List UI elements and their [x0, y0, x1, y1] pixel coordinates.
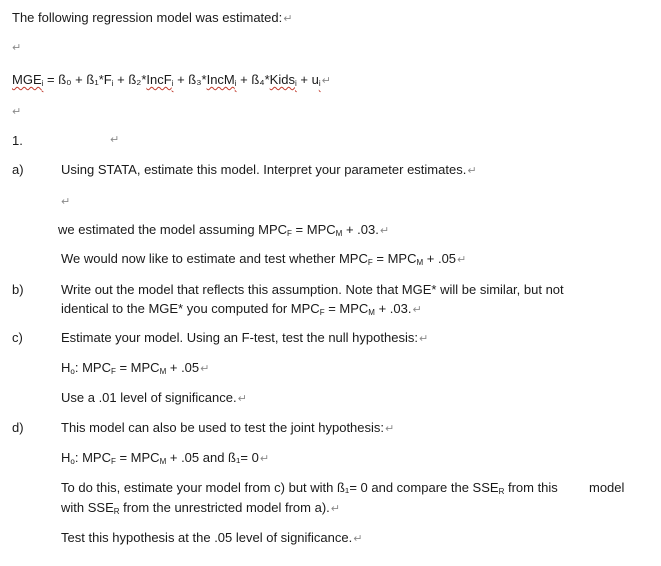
paragraph-mark-icon: ↵: [200, 363, 210, 375]
part-a-sentence: Using STATA, estimate this model. Interpret your parameter estimates.: [61, 162, 467, 177]
c-h0-sub-m: M: [159, 367, 167, 376]
intro-text: The following regression model was estimated:: [12, 10, 283, 25]
b2-sub-f: F: [319, 308, 325, 317]
eq-lhs-sub: i: [41, 79, 44, 88]
note2-sub-m: M: [416, 258, 424, 267]
b2-post: + .03.: [374, 301, 412, 316]
part-d-procedure-1: [61, 480, 558, 496]
part-a-label: a): [12, 162, 24, 177]
part-d-label: d): [12, 420, 24, 435]
paragraph-mark-icon: ↵: [379, 225, 390, 237]
d-do1-post: from this: [504, 480, 558, 495]
part-c-significance: [61, 390, 247, 407]
paragraph-mark-icon: ↵: [385, 423, 395, 435]
b2-pre: identical to the MGE* you computed for MPC: [61, 301, 320, 316]
eq-plus3: + ß₃*: [177, 72, 207, 87]
b2-mid: = MPC: [324, 301, 369, 316]
empty-paragraph-mark-icon: ↵: [12, 106, 22, 118]
empty-paragraph-mark-icon: ↵: [110, 134, 120, 146]
eq-kids-sub: i: [294, 79, 297, 88]
part-d-test: [61, 530, 362, 547]
eq-plus4: + ß₄*: [240, 72, 270, 87]
intro-line: [12, 10, 292, 27]
eq-kids: Kids: [269, 72, 295, 87]
d-h0-pre: H: [61, 450, 71, 465]
eq-plus2: + ß₂*: [117, 72, 147, 87]
eq-incf-sub: i: [171, 79, 174, 88]
part-d-sentence: This model can also be used to test the joint hypothesis:: [61, 420, 385, 435]
eq-incf: IncF: [146, 72, 172, 87]
part-c-text: [61, 330, 428, 347]
eq-incm: IncM: [206, 72, 235, 87]
note-line-1: [58, 222, 389, 239]
c-h0-pre: H: [61, 360, 71, 375]
d-do2-pre: with SSE: [61, 500, 114, 515]
d-h0-a: : MPC: [74, 450, 111, 465]
part-b-line-1: Write out the model that reflects this assumption. Note that MGE* will be similar, but not: [61, 282, 564, 297]
eq-rest: = ß₀ + ß₁*F: [47, 72, 112, 87]
d-do2-post: from the unrestricted model from a).: [119, 500, 330, 515]
part-c-sentence: Estimate your model. Using an F-test, test the null hypothesis:: [61, 330, 418, 345]
item-number: 1.: [12, 133, 23, 148]
paragraph-mark-icon: ↵: [418, 333, 429, 345]
b2-sub-m: M: [368, 308, 375, 317]
paragraph-mark-icon: ↵: [330, 503, 340, 515]
c-h0-sub: o: [70, 367, 75, 376]
c-h0-b: = MPC: [115, 360, 160, 375]
note1-post: + .03.: [342, 222, 379, 237]
paragraph-mark-icon: ↵: [412, 304, 422, 316]
d-h0-sub: o: [70, 457, 75, 466]
eq-lhs: MGE: [12, 72, 42, 87]
part-d-procedure-2: [61, 500, 340, 517]
part-d-hypothesis: [61, 450, 269, 467]
d-h0-sub-m: M: [159, 457, 167, 466]
part-c-label: c): [12, 330, 23, 345]
note2-pre: We would now like to estimate and test whether MPC: [61, 251, 368, 266]
c-h0-a: : MPC: [74, 360, 111, 375]
empty-paragraph-mark-icon: ↵: [12, 42, 22, 54]
c-h0-c: + .05: [166, 360, 200, 375]
regression-equation: [12, 72, 331, 89]
d-do1-sub: R: [498, 487, 505, 496]
paragraph-mark-icon: ↵: [467, 165, 477, 177]
d-h0-sub-f: F: [110, 457, 116, 466]
d-h0-c: + .05 and ß₁= 0: [166, 450, 259, 465]
note-line-2: [61, 251, 466, 268]
paragraph-mark-icon: ↵: [321, 75, 331, 87]
eq-u: + u: [300, 72, 319, 87]
note2-post: + .05: [423, 251, 457, 266]
note1-pre: we estimated the model assuming MPC: [58, 222, 288, 237]
c-sig-text: Use a .01 level of significance.: [61, 390, 237, 405]
part-b-label: b): [12, 282, 24, 297]
note1-sub-m: M: [335, 229, 343, 238]
paragraph-mark-icon: ↵: [457, 254, 467, 266]
eq-u-sub: i: [318, 79, 321, 88]
d-do2-sub: R: [113, 507, 120, 516]
note1-mid: = MPC: [291, 222, 336, 237]
eq-incm-sub: i: [234, 79, 237, 88]
part-a-text: [61, 162, 477, 179]
part-b-line-2: [61, 301, 422, 318]
paragraph-mark-icon: ↵: [283, 13, 293, 25]
d-h0-b: = MPC: [115, 450, 160, 465]
part-d-procedure-1-tail: model: [589, 480, 625, 495]
d-do1-text: To do this, estimate your model from c) but with ß₁= 0 and compare the SSE: [61, 480, 499, 495]
note2-sub-f: F: [367, 258, 373, 267]
paragraph-mark-icon: ↵: [237, 393, 247, 405]
paragraph-mark-icon: ↵: [259, 453, 270, 465]
d-test-text: Test this hypothesis at the .05 level of significance.: [61, 530, 353, 545]
empty-paragraph-mark-icon: ↵: [61, 196, 71, 208]
part-d-text: [61, 420, 394, 437]
note2-mid: = MPC: [372, 251, 417, 266]
note1-sub-f: F: [287, 229, 292, 238]
paragraph-mark-icon: ↵: [353, 533, 363, 545]
part-c-hypothesis: [61, 360, 209, 377]
c-h0-sub-f: F: [110, 367, 116, 376]
eq-f-sub: i: [111, 79, 114, 88]
